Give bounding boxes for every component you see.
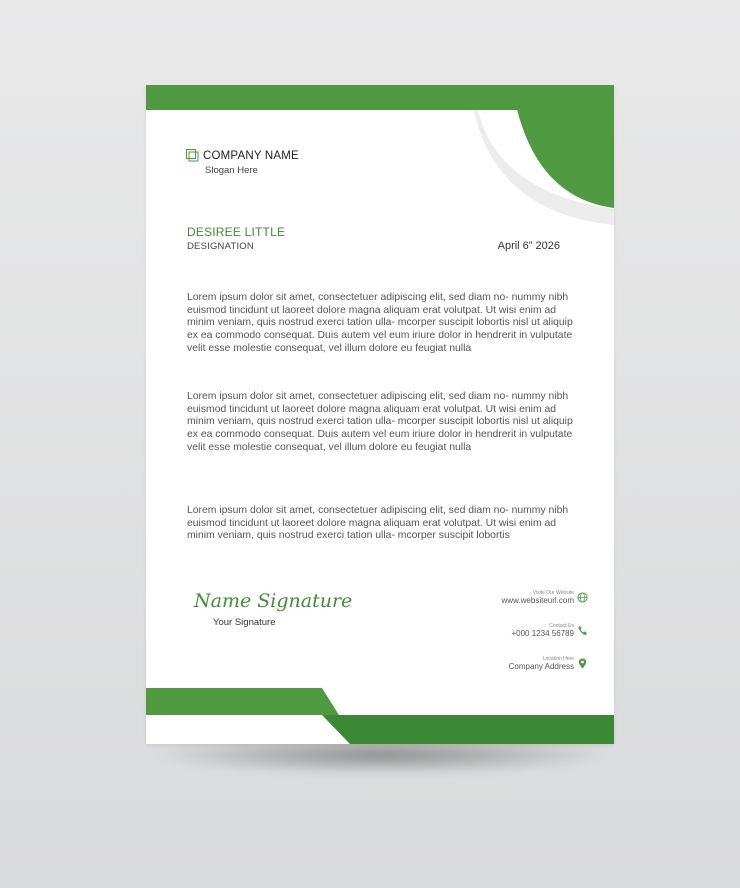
website-contact — [502, 590, 574, 606]
company-slogan: Slogan Here — [205, 165, 258, 176]
recipient-designation: DESIGNATION — [187, 241, 254, 252]
body-paragraph-2: Lorem ipsum dolor sit amet, consectetuer adipiscing elit, sed diam no- nummy nibh euismod tincidunt ut laoreet dolore magna aliquam erat volutpat. Ut wisi enim ad minim veniam, quis nostrud exerci tation ulla- mcorper suscipit lobortis nisl ut aliquip ex ea commodo consequat. Duis autem vel eum iriure dolor in hendrerit in vulputate velit esse molestie consequat, vel illum dolore eu feugiat nulla — [187, 391, 573, 453]
signature-label: Your Signature — [213, 617, 276, 628]
location-label: Location Here — [542, 656, 574, 662]
letterhead-page — [146, 85, 614, 744]
bottom-right-green-shape — [322, 715, 614, 744]
signature-script: Name Signature — [194, 590, 353, 612]
overlapping-squares-icon — [186, 149, 199, 162]
company-name: COMPANY NAME — [203, 149, 299, 162]
letter-date: April 6” 2026 — [497, 240, 560, 252]
phone-icon — [577, 625, 588, 636]
website-url[interactable]: www.websiteurl.com — [501, 596, 574, 605]
globe-icon — [577, 592, 588, 603]
handwritten-signature — [192, 581, 353, 617]
company-logo — [186, 149, 299, 162]
company-address: Company Address — [508, 662, 574, 671]
location-pin-icon — [577, 658, 588, 669]
location-contact — [509, 656, 574, 672]
recipient-name: DESIREE LITTLE — [187, 225, 286, 239]
body-paragraph-1: Lorem ipsum dolor sit amet, consectetuer adipiscing elit, sed diam no- nummy nibh euismod tincidunt ut laoreet dolore magna aliquam erat volutpat. Ut wisi enim ad minim veniam, quis nostrud exerci tation ulla- mcorper suscipit lobortis nisl ut aliquip ex ea commodo consequat. Duis autem vel eum iriure dolor in hendrerit in vulputate velit esse molestie consequat, vel illum dolore eu feugiat nulla — [187, 292, 573, 354]
bottom-left-green-shape — [146, 688, 339, 715]
bottom-decoration — [146, 685, 614, 744]
body-paragraph-3: Lorem ipsum dolor sit amet, consectetuer adipiscing elit, sed diam no- nummy nibh euismod tincidunt ut laoreet dolore magna aliquam erat volutpat. Ut wisi enim ad minim veniam, quis nostrud exerci tation ulla- mcorper suscipit lobortis — [187, 505, 569, 542]
phone-number[interactable]: +000 1234 56789 — [511, 629, 574, 638]
phone-label: Contact Us — [549, 623, 574, 629]
phone-contact — [511, 623, 574, 639]
website-label: Visite Our Website — [532, 590, 574, 596]
